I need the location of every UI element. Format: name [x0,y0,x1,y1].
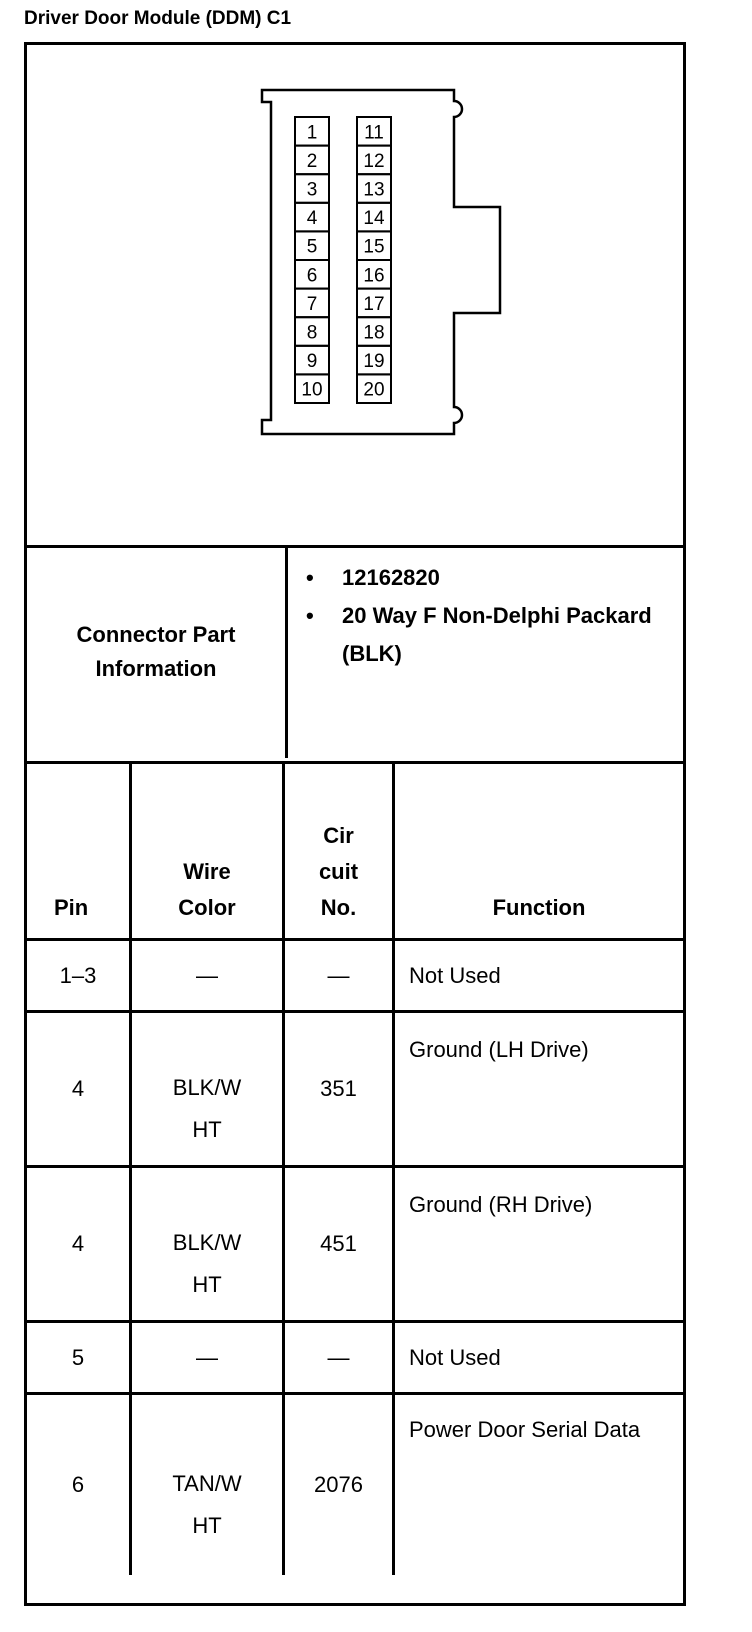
pin-label-19: 19 [363,351,385,373]
table-header-row [27,761,683,941]
row-pin: 4 [27,1013,132,1165]
table-row [27,1013,683,1168]
part-info-label-cell [27,545,288,758]
part-info-section [27,545,683,764]
pin-label-13: 13 [363,179,385,201]
header-pin: Pin [27,761,132,938]
part-description: • 20 Way F Non-Delphi Packard (BLK) [302,597,683,673]
row-circuit: — [285,941,395,1010]
pin-label-3: 3 [306,179,318,201]
pin-label-7: 7 [306,293,318,315]
row-circuit: 2076 [285,1395,395,1575]
row-wire-color: TAN/W HT [132,1395,285,1575]
row-wire-color: BLK/W HT [132,1013,285,1165]
row-function: Not Used [409,963,501,988]
pin-label-14: 14 [363,208,385,230]
row-pin: 4 [27,1168,132,1320]
table-row [27,1323,683,1395]
connector-table-frame [24,42,686,1606]
row-function: Ground (RH Drive) [409,1192,593,1217]
part-number: • 12162820 [302,559,683,597]
document-title: Driver Door Module (DDM) C1 [24,8,292,29]
pin-label-6: 6 [306,265,318,287]
pin-label-8: 8 [306,322,318,344]
header-circuit-number: Cir cuit No. [285,761,395,938]
pin-label-15: 15 [363,236,385,258]
row-circuit: 351 [285,1013,395,1165]
part-info-list [288,545,683,673]
pin-label-5: 5 [306,236,318,258]
pinout-table [27,761,683,1575]
table-row [27,941,683,1013]
pin-label-10: 10 [301,379,323,401]
pin-label-9: 9 [306,351,318,373]
table-row [27,1168,683,1323]
header-wire-color: Wire Color [132,761,285,938]
row-circuit: 451 [285,1168,395,1320]
pin-label-12: 12 [363,150,385,172]
pin-label-16: 16 [363,265,385,287]
row-wire-color: — [132,1323,285,1392]
pin-label-18: 18 [363,322,385,344]
row-pin: 5 [27,1323,132,1392]
row-pin: 1–3 [27,941,132,1010]
table-row [27,1395,683,1575]
row-circuit: — [285,1323,395,1392]
row-function: Power Door Serial Data [409,1417,641,1442]
part-info-label: Connector Part Information [76,621,236,681]
row-wire-color: — [132,941,285,1010]
connector-face-drawing [27,45,683,545]
pin-label-4: 4 [306,208,318,230]
pin-label-20: 20 [363,379,385,401]
pin-label-17: 17 [363,293,385,315]
pin-label-11: 11 [364,122,384,144]
row-wire-color: BLK/W HT [132,1168,285,1320]
row-function: Ground (LH Drive) [409,1037,589,1062]
pin-label-1: 1 [306,122,318,144]
part-info-values-cell [288,545,683,758]
row-pin: 6 [27,1395,132,1575]
pin-label-2: 2 [306,150,318,172]
connector-diagram [27,45,683,548]
header-function: Function [492,895,586,920]
connector-pin-cells [295,117,391,403]
row-function: Not Used [409,1345,501,1370]
